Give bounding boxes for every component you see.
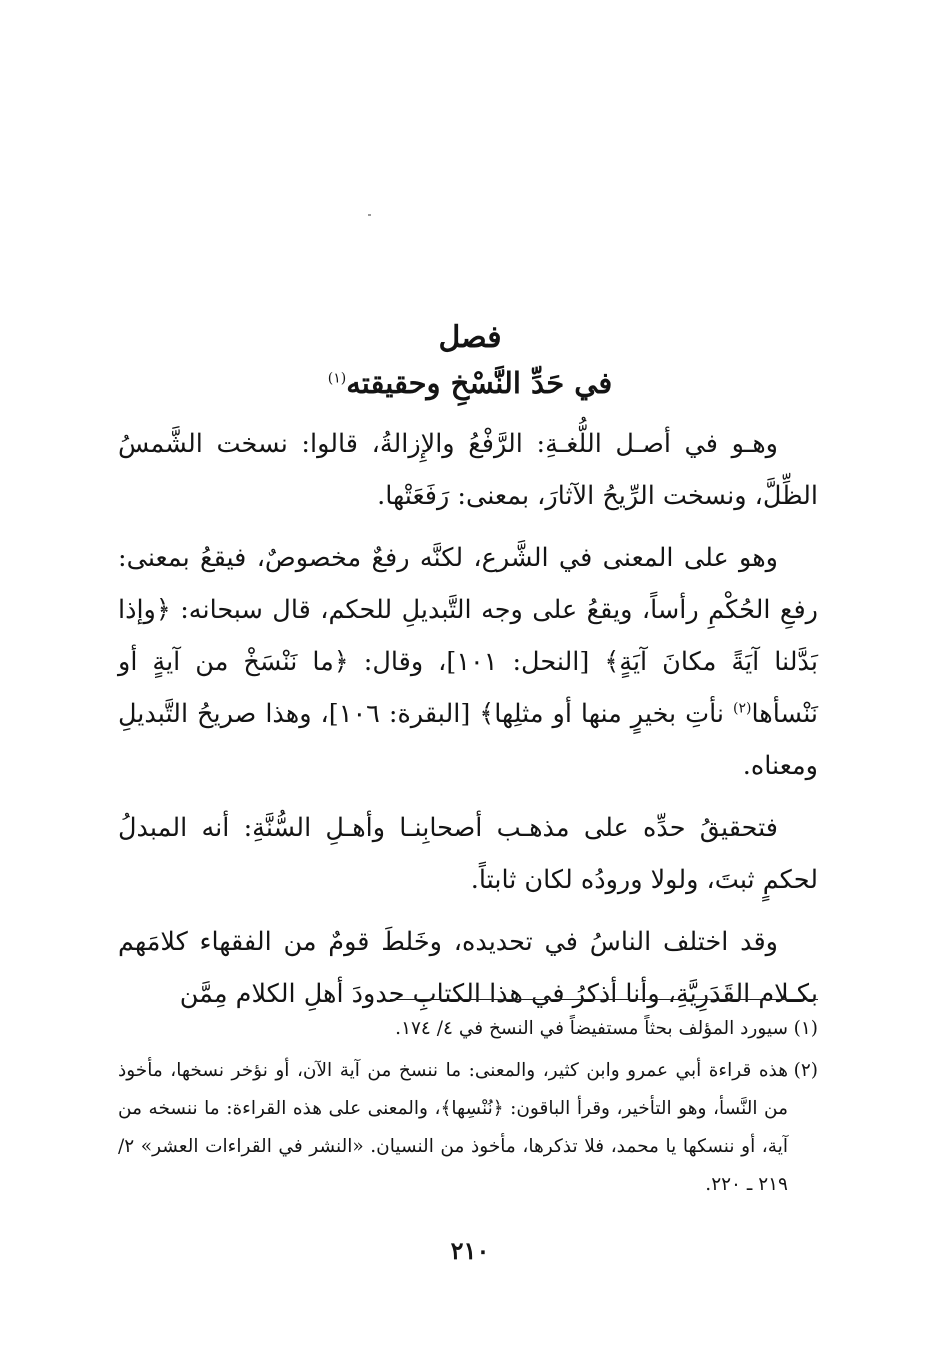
page-number: ٢١٠ xyxy=(450,1236,490,1265)
main-text xyxy=(118,418,818,1030)
paragraph-1: وهـو في أصـل اللُّغـةِ: الرَّفْعُ والإِزالةُ، قالوا: نسخت الشَّمسُ الظِّلَّ، ونسخت الرِّيحُ الآثارَ، بمعنى: رَفَعَتْها. xyxy=(118,429,818,511)
footnote-1 xyxy=(118,1010,818,1048)
footnote-2-number: (٢) xyxy=(793,1060,818,1081)
section-heading: فصل xyxy=(438,320,502,355)
subheading-text: في حَدِّ النَّسْخِ وحقيقته xyxy=(346,366,613,400)
paragraph-2-text: وهو على المعنى في الشَّرع، لكنَّه رفعٌ مخصوصٌ، فيقعُ بمعنى: رفعِ الحُكْمِ رأساً، ويقعُ على وجه التَّبديلِ للحكم، قال سبحانه: ﴿وإذا بَدَّلنا آيَةً مكانَ آيَةٍ﴾ [النحل: ١٠١]، وقال: ﴿ما نَنْسَخْ من آيةٍ أو نَنْسأها xyxy=(118,543,819,729)
paragraph-3: فتحقيقُ حدِّه على مذهـب أصحابِنـا وأهـلِ السُّنَّةِ: أنه المبدلُ لحكمٍ ثبتَ، ولولا ورودُه لكان ثابتاً. xyxy=(118,813,818,895)
section-subheading xyxy=(0,362,940,404)
footnote-2-text: هذه قراءة أبي عمرو وابن كثير، والمعنى: ما ننسخ من آية الآن، أو نؤخر نسخها، مأخوذ من النَّسأ، وهو التأخير، وقرأ الباقون: ﴿نُنْسِها﴾، والمعنى على هذه القراءة: ما ننسخه من آية، أو ننسكها يا محمد، فلا تذكرها، مأخوذ من النسيان. «النشر في القراءات العشر» ٢/ ٢١٩ ـ ٢٢٠. xyxy=(118,1060,788,1195)
paragraph-2-tail: نأتِ بخيرٍ منها أو مثلِها﴾ [البقرة: ١٠٦]، وهذا صريحُ التَّبديلِ ومعناه. xyxy=(118,699,818,781)
scan-speck xyxy=(368,214,371,216)
footnote-marker-1: (١) xyxy=(327,370,347,387)
footnote-separator xyxy=(390,999,818,1000)
footnote-1-text: سيورد المؤلف بحثاً مستفيضاً في النسخ في ٤/ ١٧٤. xyxy=(395,1018,788,1039)
footnote-1-number: (١) xyxy=(793,1018,818,1039)
footnotes xyxy=(118,1010,818,1208)
paragraph-2 xyxy=(118,532,818,792)
footnote-marker-2: (٢) xyxy=(733,700,752,717)
paragraph-4: وقد اختلف الناسُ في تحديده، وخَلطَ قومٌ من الفقهاء كلامَهم بكـلام القَدَرِيَّةِ، وأنا أذكرُ في هذا الكتابِ حدودَ أهلِ الكلام مِمَّن xyxy=(118,927,818,1009)
footnote-2 xyxy=(118,1052,818,1204)
